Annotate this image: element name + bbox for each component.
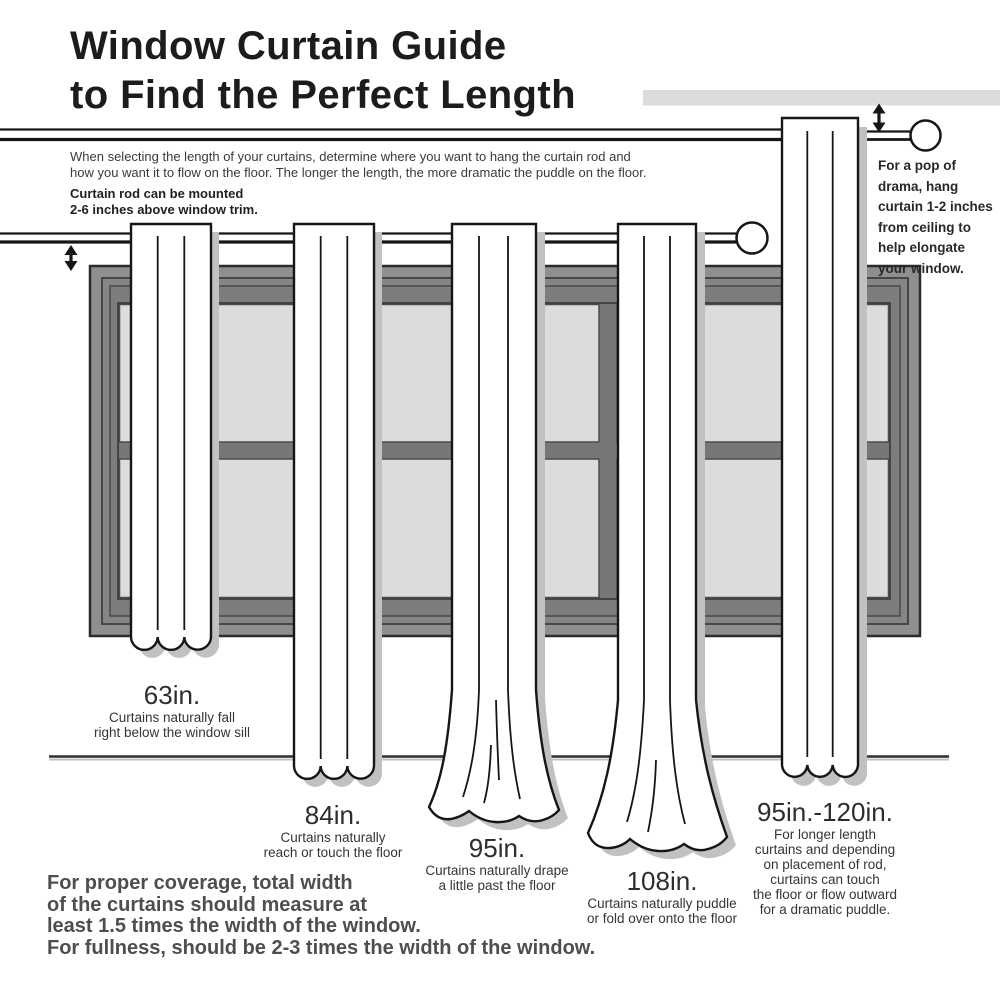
lower-rod-finial bbox=[737, 223, 768, 254]
ceiling-gap-arrow-icon bbox=[873, 104, 886, 133]
curtain-description: Curtains naturally reach or touch the floor bbox=[263, 830, 403, 860]
curtain-length: 95in. bbox=[468, 833, 526, 863]
trim-gap-arrow-icon bbox=[65, 245, 78, 271]
curtain-description: Curtains naturally puddle or fold over onto the floor bbox=[586, 896, 738, 926]
ceiling-hang-note: For a pop of drama, hang curtain 1-2 inches from ceiling to help elongate your window. bbox=[878, 158, 993, 276]
intro-paragraph: When selecting the length of your curtains, determine where you want to hang the curtain rod and how you want it to flow on the floor. The longer the length, the more dramatic the puddle on the floor. bbox=[70, 149, 647, 180]
curtain-description: Curtains naturally fall right below the window sill bbox=[93, 710, 251, 740]
coverage-footnote: For proper coverage, total width of the curtains should measure at least 1.5 times the width of the window. For fullness, should be 2-3 times the width of the window. bbox=[47, 872, 596, 959]
upper-rod-finial bbox=[911, 121, 941, 151]
curtain-length: 84in. bbox=[304, 800, 362, 830]
rod-mount-note: Curtain rod can be mounted 2-6 inches above window trim. bbox=[70, 186, 258, 217]
curtain-length: 63in. bbox=[143, 680, 201, 710]
page-title: Window Curtain Guide to Find the Perfect Length bbox=[70, 24, 576, 117]
curtain-label-63in bbox=[52, 682, 292, 740]
curtain-description: Curtains naturally drape a little past the floor bbox=[425, 863, 569, 893]
curtain-description: For longer length curtains and depending on placement of rod, curtains can touch the floor or flow outward for a dramatic puddle. bbox=[752, 827, 898, 917]
curtain-length: 95in.-120in. bbox=[757, 797, 893, 827]
curtain-95-120in bbox=[782, 118, 867, 786]
curtain-label-95-120in bbox=[705, 799, 945, 917]
curtain-63in bbox=[131, 224, 219, 658]
ceiling-bar bbox=[643, 90, 1000, 106]
curtain-84in bbox=[294, 224, 382, 787]
curtain-length: 108in. bbox=[626, 866, 698, 896]
